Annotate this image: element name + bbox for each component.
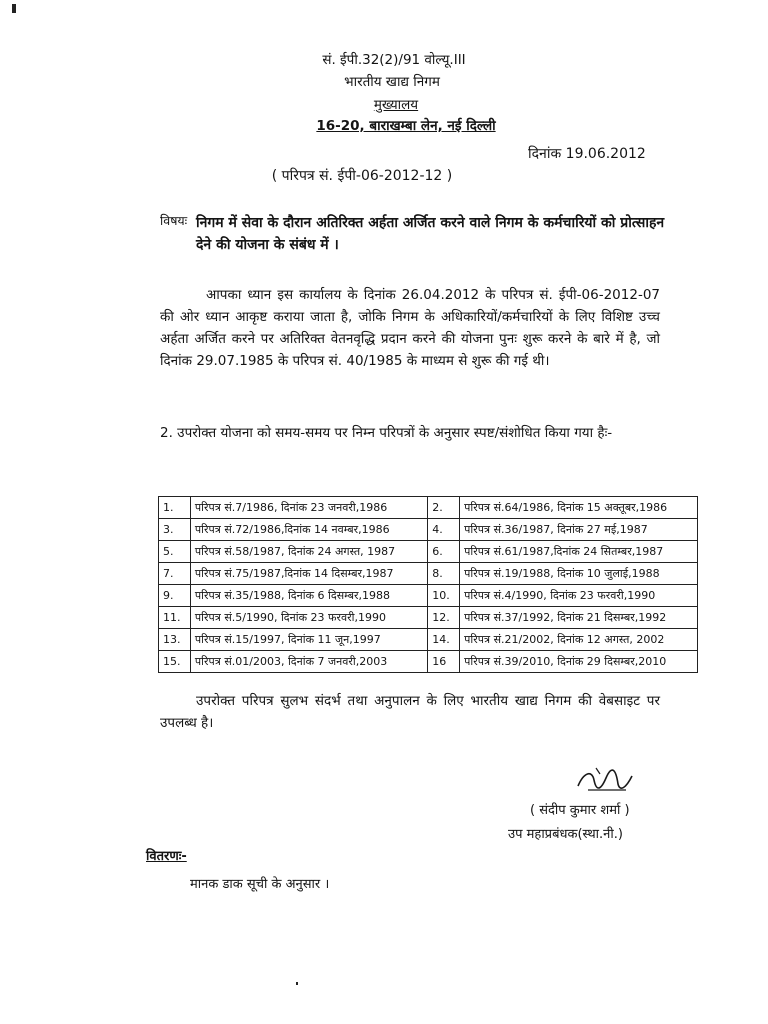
circular-serial: 2. [428, 497, 460, 519]
circular-serial: 6. [428, 541, 460, 563]
scan-speck [12, 4, 16, 13]
table-row [159, 519, 698, 541]
organization-name: भारतीय खाद्य निगम [344, 74, 440, 90]
distribution-text: मानक डाक सूची के अनुसार । [190, 877, 330, 892]
signer-designation: उप महाप्रबंधक(स्था.नी.) [508, 827, 623, 842]
circular-entry: परिपत्र सं.5/1990, दिनांक 23 फरवरी,1990 [190, 607, 427, 629]
circular-entry: परिपत्र सं.61/1987,दिनांक 24 सितम्बर,1987 [460, 541, 698, 563]
table-row [159, 585, 698, 607]
circular-serial: 4. [428, 519, 460, 541]
circular-entry: परिपत्र सं.7/1986, दिनांक 23 जनवरी,1986 [190, 497, 427, 519]
circular-entry: परिपत्र सं.21/2002, दिनांक 12 अगस्त, 2002 [460, 629, 698, 651]
circular-entry: परिपत्र सं.19/1988, दिनांक 10 जुलाई,1988 [460, 563, 698, 585]
circular-entry: परिपत्र सं.72/1986,दिनांक 14 नवम्बर,1986 [190, 519, 427, 541]
circular-serial: 8. [428, 563, 460, 585]
table-row [159, 563, 698, 585]
circular-serial: 15. [159, 651, 191, 673]
office-address: 16-20, बाराखम्बा लेन, नई दिल्ली [316, 118, 496, 134]
paragraph-2: 2. उपरोक्त योजना को समय-समय पर निम्न परिपत्रों के अनुसार स्पष्ट/संशोधित किया गया हैः- [160, 425, 613, 441]
circular-entry: परिपत्र सं.64/1986, दिनांक 15 अक्तूबर,1986 [460, 497, 698, 519]
letter-date: दिनांक 19.06.2012 [528, 146, 646, 162]
circular-entry: परिपत्र सं.35/1988, दिनांक 6 दिसम्बर,1988 [190, 585, 427, 607]
circular-serial: 10. [428, 585, 460, 607]
scan-speck [296, 982, 298, 985]
circular-serial: 12. [428, 607, 460, 629]
handwritten-signature [570, 764, 640, 804]
table-row [159, 651, 698, 673]
subject-text: निगम में सेवा के दौरान अतिरिक्त अर्हता अर्जित करने वाले निगम के कर्मचारियों को प्रोत्साहन देने की योजना के संबंध में । [196, 215, 665, 253]
circular-entry: परिपत्र सं.39/2010, दिनांक 29 दिसम्बर,2010 [460, 651, 698, 673]
circular-serial: 14. [428, 629, 460, 651]
subject-label: विषयः [160, 213, 188, 228]
circular-serial: 1. [159, 497, 191, 519]
circular-serial: 16 [428, 651, 460, 673]
circular-number: ( परिपत्र सं. ईपी-06-2012-12 ) [271, 168, 453, 184]
table-row [159, 629, 698, 651]
office-name: मुख्यालय [373, 97, 419, 113]
paragraph-1: आपका ध्यान इस कार्यालय के दिनांक 26.04.2012 के परिपत्र सं. ईपी-06-2012-07 की ओर ध्यान आकृष्ट कराया जाता है, जोकि निगम के अधिकारियों/कर्मचारियों के लिए विशिष्ट उच्च अर्हता अर्जित करने पर अतिरिक्त वेतनवृद्धि प्रदान करने की योजना पुनः शुरू करने के बारे में है, जो दिनांक 29.07.1985 के परिपत्र सं. 40/1985 के माध्यम से शुरू की गई थी। [160, 287, 660, 369]
circulars-table [158, 496, 698, 673]
table-row [159, 497, 698, 519]
table-row [159, 541, 698, 563]
circular-entry: परिपत्र सं.58/1987, दिनांक 24 अगस्त, 1987 [190, 541, 427, 563]
circular-entry: परिपत्र सं.4/1990, दिनांक 23 फरवरी,1990 [460, 585, 698, 607]
circular-entry: परिपत्र सं.15/1997, दिनांक 11 जून,1997 [190, 629, 427, 651]
circular-serial: 7. [159, 563, 191, 585]
circular-entry: परिपत्र सं.01/2003, दिनांक 7 जनवरी,2003 [190, 651, 427, 673]
circular-entry: परिपत्र सं.36/1987, दिनांक 27 मई,1987 [460, 519, 698, 541]
table-row [159, 607, 698, 629]
reference-number: सं. ईपी.32(2)/91 वोल्यू.III [322, 52, 466, 68]
distribution-label: वितरणः- [146, 849, 187, 864]
paragraph-3: उपरोक्त परिपत्र सुलभ संदर्भ तथा अनुपालन के लिए भारतीय खाद्य निगम की वेबसाइट पर उपलब्ध है। [160, 693, 660, 731]
circular-serial: 3. [159, 519, 191, 541]
circular-serial: 5. [159, 541, 191, 563]
signer-name: ( संदीप कुमार शर्मा ) [530, 803, 630, 818]
circular-entry: परिपत्र सं.37/1992, दिनांक 21 दिसम्बर,1992 [460, 607, 698, 629]
circular-serial: 11. [159, 607, 191, 629]
circular-serial: 9. [159, 585, 191, 607]
circular-serial: 13. [159, 629, 191, 651]
circular-entry: परिपत्र सं.75/1987,दिनांक 14 दिसम्बर,1987 [190, 563, 427, 585]
